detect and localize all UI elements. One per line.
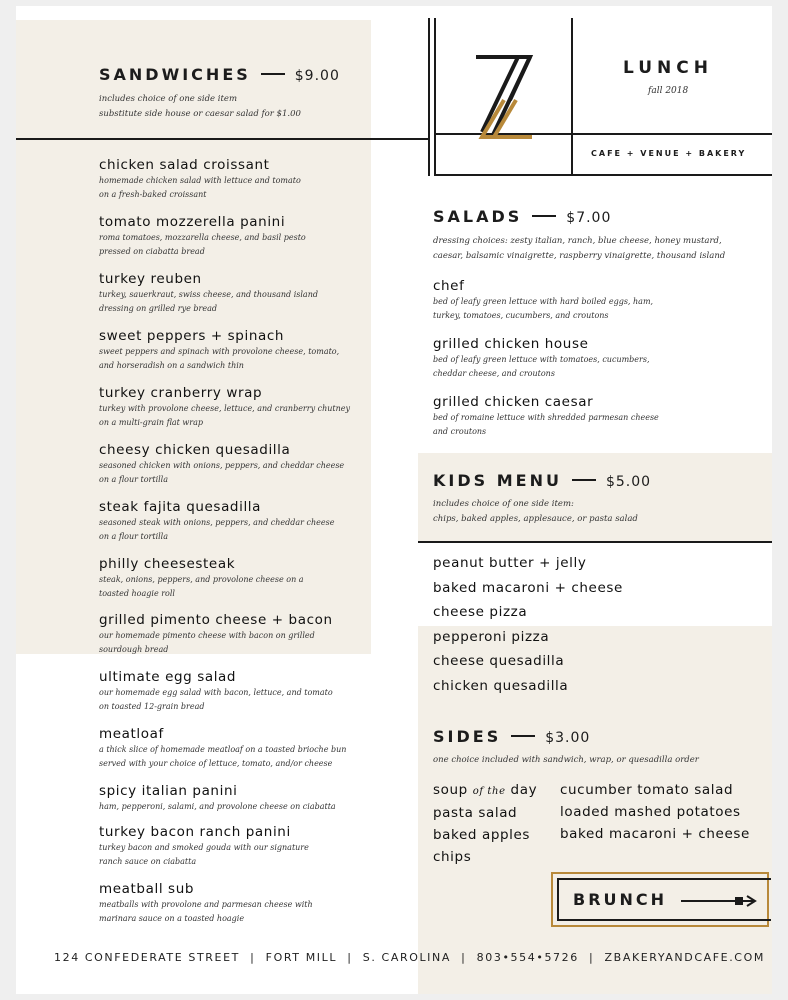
side-item: cucumber tomato salad: [560, 782, 734, 798]
menu-item: [99, 498, 334, 544]
item-description: served with your choice of lettuce, tomato, and/or cheese: [99, 759, 333, 768]
section-title: KIDS MENU: [433, 471, 562, 490]
note-line: caesar, balsamic vinaigrette, raspberry vinaigrette, thousand island: [433, 251, 726, 261]
section-title: SANDWICHES: [99, 65, 251, 84]
item-description: bed of leafy green lettuce with hard boiled eggs, ham,: [433, 297, 654, 306]
item-description: our homemade pimento cheese with bacon on grilled: [99, 631, 315, 640]
item-name: turkey reuben: [99, 271, 202, 287]
frame-line: [428, 18, 430, 176]
section-title: SALADS: [433, 207, 523, 226]
soup-of-the: of the: [472, 786, 506, 797]
item-name: meatball sub: [99, 881, 195, 897]
item-description: ham, pepperoni, salami, and provolone cheese on ciabatta: [99, 802, 336, 811]
menu-item: [99, 441, 344, 487]
menu-item: [99, 384, 350, 430]
kids-item: cheese pizza: [433, 604, 528, 621]
item-description: bed of leafy green lettuce with tomatoes, cucumbers,: [433, 355, 650, 364]
item-description: dressing on grilled rye bread: [99, 304, 217, 313]
item-name: turkey bacon ranch panini: [99, 824, 291, 840]
note-line: includes choice of one side item:: [433, 499, 574, 509]
heading-dash: [261, 73, 285, 75]
menu-item: [99, 213, 306, 259]
soup-day: day: [510, 782, 538, 798]
item-description: on a flour tortilla: [99, 475, 169, 484]
divider: [418, 541, 772, 543]
item-description: turkey bacon and smoked gouda with our signature: [99, 843, 309, 852]
menu-item: [99, 156, 301, 202]
frame-line: [571, 18, 573, 176]
menu-item: [433, 393, 659, 439]
item-description: and horseradish on a sandwich thin: [99, 361, 244, 370]
item-name: tomato mozzerella panini: [99, 214, 286, 230]
tagline: CAFE + VENUE + BAKERY: [591, 149, 747, 158]
item-name: ultimate egg salad: [99, 669, 237, 685]
note-line: substitute side house or caesar salad for $1.00: [99, 109, 301, 119]
frame-line: [434, 18, 436, 176]
item-name: philly cheesesteak: [99, 556, 236, 572]
note-line: dressing choices: zesty italian, ranch, blue cheese, honey mustard,: [433, 236, 722, 246]
kids-heading: [433, 471, 651, 490]
menu-item: [99, 327, 339, 373]
item-description: meatballs with provolone and parmesan cheese with: [99, 900, 313, 909]
side-item: loaded mashed potatoes: [560, 804, 741, 820]
heading-dash: [511, 735, 535, 737]
item-description: on toasted 12-grain bread: [99, 702, 205, 711]
frame-line: [434, 174, 772, 176]
heading-dash: [532, 215, 556, 217]
sides-note: one choice included with sandwich, wrap, or quesadilla order: [433, 755, 699, 765]
menu-item: [99, 823, 309, 869]
sandwiches-note: [99, 92, 301, 122]
item-description: turkey, sauerkraut, swiss cheese, and thousand island: [99, 290, 318, 299]
section-price: $5.00: [605, 474, 652, 490]
side-item: chips: [433, 849, 472, 865]
item-description: our homemade egg salad with bacon, lettuce, and tomato: [99, 688, 333, 697]
menu-item: [99, 270, 318, 316]
item-description: and croutons: [433, 427, 487, 436]
menu-item: [433, 277, 653, 323]
item-name: cheesy chicken quesadilla: [99, 442, 291, 458]
item-name: chicken salad croissant: [99, 157, 270, 173]
item-name: meatloaf: [99, 726, 164, 742]
side-item: baked macaroni + cheese: [560, 826, 750, 842]
item-name: turkey cranberry wrap: [99, 385, 263, 401]
kids-item: peanut butter + jelly: [433, 555, 587, 571]
footer-address: 124 CONFEDERATE STREET | FORT MILL | S. CAROLINA | 803•554•5726 | ZBAKERYANDCAFE.COM: [54, 951, 765, 964]
item-name: grilled chicken caesar: [433, 394, 594, 410]
note-line: chips, baked apples, applesauce, or pasta salad: [433, 514, 638, 524]
item-description: cheddar cheese, and croutons: [433, 369, 555, 378]
note-line: includes choice of one side item: [99, 94, 238, 104]
z-logo: [470, 52, 536, 142]
menu-title: LUNCH: [623, 58, 713, 78]
side-item: pasta salad: [433, 805, 518, 821]
section-price: $7.00: [566, 210, 612, 226]
item-description: marinara sauce on a toasted hoagie: [99, 914, 245, 923]
season-label: fall 2018: [648, 86, 689, 96]
kids-item: chicken quesadilla: [433, 678, 569, 694]
kids-item: pepperoni pizza: [433, 628, 550, 645]
item-description: steak, onions, peppers, and provolone cheese on a: [99, 575, 304, 584]
item-description: roma tomatoes, mozzarella cheese, and basil pesto: [99, 233, 306, 242]
salads-heading: [433, 207, 611, 226]
side-item: baked apples: [433, 827, 531, 843]
salads-note: [433, 234, 725, 264]
item-name: grilled pimento cheese + bacon: [99, 612, 333, 628]
item-description: a thick slice of homemade meatloaf on a toasted brioche bun: [99, 745, 347, 754]
item-description: on a fresh-baked croissant: [99, 190, 207, 199]
item-description: on a multi-grain flat wrap: [99, 418, 203, 427]
menu-item: [99, 668, 333, 714]
section-price: $3.00: [545, 730, 591, 746]
item-name: sweet peppers + spinach: [99, 328, 285, 344]
item-description: turkey with provolone cheese, lettuce, and cranberry chutney: [99, 404, 351, 413]
item-description: ranch sauce on ciabatta: [99, 857, 197, 866]
item-description: sourdough bread: [99, 645, 169, 654]
item-description: sweet peppers and spinach with provolone cheese, tomato,: [99, 347, 340, 356]
section-title: SIDES: [433, 727, 502, 746]
heading-dash: [572, 479, 596, 481]
soup-word: soup: [433, 782, 468, 798]
sides-heading: [433, 727, 590, 746]
item-description: on a flour tortilla: [99, 532, 169, 541]
kids-item: cheese quesadilla: [433, 653, 565, 670]
kids-note: [433, 497, 638, 527]
menu-item: [99, 782, 336, 814]
item-name: steak fajita quesadilla: [99, 499, 262, 515]
menu-item: [433, 335, 650, 381]
sandwiches-heading: [99, 65, 340, 84]
menu-item: [99, 880, 313, 926]
arrow-icon: [681, 894, 761, 908]
section-price: $9.00: [294, 68, 340, 84]
brunch-link[interactable]: [551, 872, 769, 927]
item-description: pressed on ciabatta bread: [99, 247, 205, 256]
item-name: chef: [433, 278, 465, 294]
item-description: homemade chicken salad with lettuce and tomato: [99, 176, 301, 185]
menu-item: [99, 611, 333, 657]
brunch-label: BRUNCH: [573, 890, 668, 909]
item-name: spicy italian panini: [99, 783, 238, 799]
divider: [16, 138, 428, 140]
item-description: seasoned steak with onions, peppers, and cheddar cheese: [99, 518, 335, 527]
item-description: bed of romaine lettuce with shredded parmesan cheese: [433, 413, 659, 422]
menu-item: [99, 725, 346, 771]
menu-item: [99, 555, 304, 601]
item-description: seasoned chicken with onions, peppers, and cheddar cheese: [99, 461, 345, 470]
kids-item: baked macaroni + cheese: [433, 579, 623, 596]
item-description: toasted hoagie roll: [99, 589, 175, 598]
side-soup: [433, 782, 537, 798]
item-name: grilled chicken house: [433, 336, 589, 352]
item-description: turkey, tomatoes, cucumbers, and croutons: [433, 311, 609, 320]
